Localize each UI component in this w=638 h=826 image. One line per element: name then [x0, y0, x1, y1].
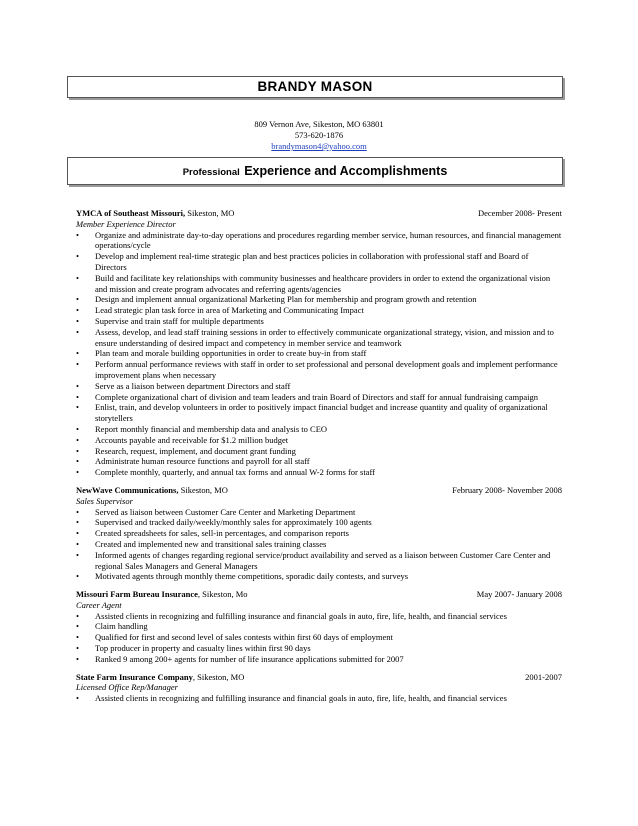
duty-item: • Lead strategic plan task force in area of Marketing and Communicating Impact [76, 305, 562, 316]
job-header [76, 208, 562, 219]
job-dates: 2001-2007 [525, 671, 562, 682]
duty-item: • Administrate human resource functions and payroll for all staff [76, 456, 562, 467]
candidate-name: BRANDY MASON [257, 79, 373, 94]
section-title-prefix: Professional [182, 167, 240, 178]
duty-item: • Complete organizational chart of division and team leaders and train Board of Directors and staff for annual fundraising campaign [76, 392, 562, 403]
duty-item: • Perform annual performance reviews with staff in order to set professional and personal development goals and implement performance improvement plans when necessary [76, 359, 562, 381]
employer-name: State Farm Insurance Company [76, 671, 193, 682]
duty-item: • Organize and administrate day-to-day operations and procedures regarding member service, human resources, and financial management operations/cycle [76, 230, 562, 252]
job-header [76, 589, 562, 600]
duties-list [76, 693, 562, 704]
duty-item: • Motivated agents through monthly theme competitions, sporadic daily contests, and surveys [76, 571, 562, 582]
duty-item: • Serve as a liaison between department Directors and staff [76, 381, 562, 392]
duty-item: • Build and facilitate key relationships with community businesses and healthcare providers in order to extend the organizational vision and mission and create program advocates and referring agents/agencies [76, 273, 562, 295]
email-line [0, 141, 638, 152]
duty-item: • Qualified for first and second level of sales contests within first 60 days of employment [76, 632, 562, 643]
duty-item: • Supervise and train staff for multiple departments [76, 316, 562, 327]
duty-item: • Design and implement annual organizational Marketing Plan for membership and program growth and retention [76, 294, 562, 305]
duty-item: • Report monthly financial and membership data and analysis to CEO [76, 424, 562, 435]
job-title: Career Agent [76, 599, 122, 610]
address-line: 809 Vernon Ave, Sikeston, MO 63801 [254, 119, 384, 129]
phone-line: 573-620-1876 [294, 130, 344, 140]
job-title: Sales Supervisor [76, 495, 133, 506]
duties-list [76, 507, 562, 583]
duty-item: • Claim handling [76, 621, 562, 632]
duty-item: • Ranked 9 among 200+ agents for number of life insurance applications submitted for 2007 [76, 654, 562, 665]
job-title: Licensed Office Rep/Manager [76, 682, 178, 693]
job-header [76, 485, 562, 496]
section-title: Experience and Accomplishments [244, 164, 448, 178]
job-entry [76, 485, 562, 582]
job-dates: December 2008- Present [477, 208, 562, 218]
duty-item: • Created and implemented new and transitional sales training classes [76, 539, 562, 550]
duty-item: • Complete monthly, quarterly, and annual tax forms and annual W-2 forms for staff [76, 467, 562, 478]
duty-item: • Supervised and tracked daily/weekly/monthly sales for approximately 100 agents [76, 517, 562, 528]
duty-item: • Accounts payable and receivable for $1.2 million budget [76, 435, 562, 446]
duty-item: • Created spreadsheets for sales, sell-in percentages, and comparison reports [76, 528, 562, 539]
job-header [76, 672, 562, 683]
duty-item: • Top producer in property and casualty lines within first 90 days [76, 643, 562, 654]
employer-location: Sikeston, MO [178, 484, 228, 495]
job-entry [76, 589, 562, 665]
employer-name: Missouri Farm Bureau Insurance [76, 589, 198, 600]
duties-list [76, 611, 562, 665]
duties-list [76, 230, 562, 478]
job-entry [76, 672, 562, 704]
employer-location: , Sikeston, MO [192, 671, 245, 682]
job-entry [76, 208, 562, 478]
name-header-box [67, 76, 563, 98]
duty-item: • Plan team and morale building opportunities in order to create buy-in from staff [76, 348, 562, 359]
job-dates: May 2007- January 2008 [476, 589, 562, 600]
job-title: Member Experience Director [76, 218, 176, 229]
duty-item: • Informed agents of changes regarding regional service/product availability and served as a liaison between Customer Care Center and regional Sales Managers and General Managers [76, 550, 562, 572]
duty-item: • Served as liaison between Customer Care Center and Marketing Department [76, 507, 562, 518]
employer-name: NewWave Communications, [76, 484, 179, 495]
duty-item: • Enlist, train, and develop volunteers in order to positively impact financial budget and increase quantity and quality of organizational storytellers [76, 402, 562, 424]
employer-location: Sikeston, MO [185, 208, 235, 218]
employer-location: , Sikeston, Mo [197, 589, 248, 600]
email-link[interactable]: brandymason4@yahoo.com [271, 141, 367, 151]
duty-item: • Research, request, implement, and document grant funding [76, 446, 562, 457]
job-dates: February 2008- November 2008 [452, 484, 562, 495]
experience-list [76, 208, 562, 711]
employer-name: YMCA of Southeast Missouri, [76, 208, 186, 218]
duty-item: • Develop and implement real-time strategic plan and best practices policies in collaboration with professional staff and Board of Directors [76, 251, 562, 273]
duty-item: • Assisted clients in recognizing and fulfilling insurance and financial goals in auto, fire, life, health, and financial services [76, 693, 562, 704]
duty-item: • Assisted clients in recognizing and fulfilling insurance and financial goals in auto, fire, life, health, and financial services [76, 611, 562, 622]
duty-item: • Assess, develop, and lead staff training sessions in order to effectively communicate organizational strategy, vision, and mission and to ensure understanding of desired impact and competency in member service and teamwork [76, 327, 562, 349]
section-header-box [67, 157, 563, 185]
